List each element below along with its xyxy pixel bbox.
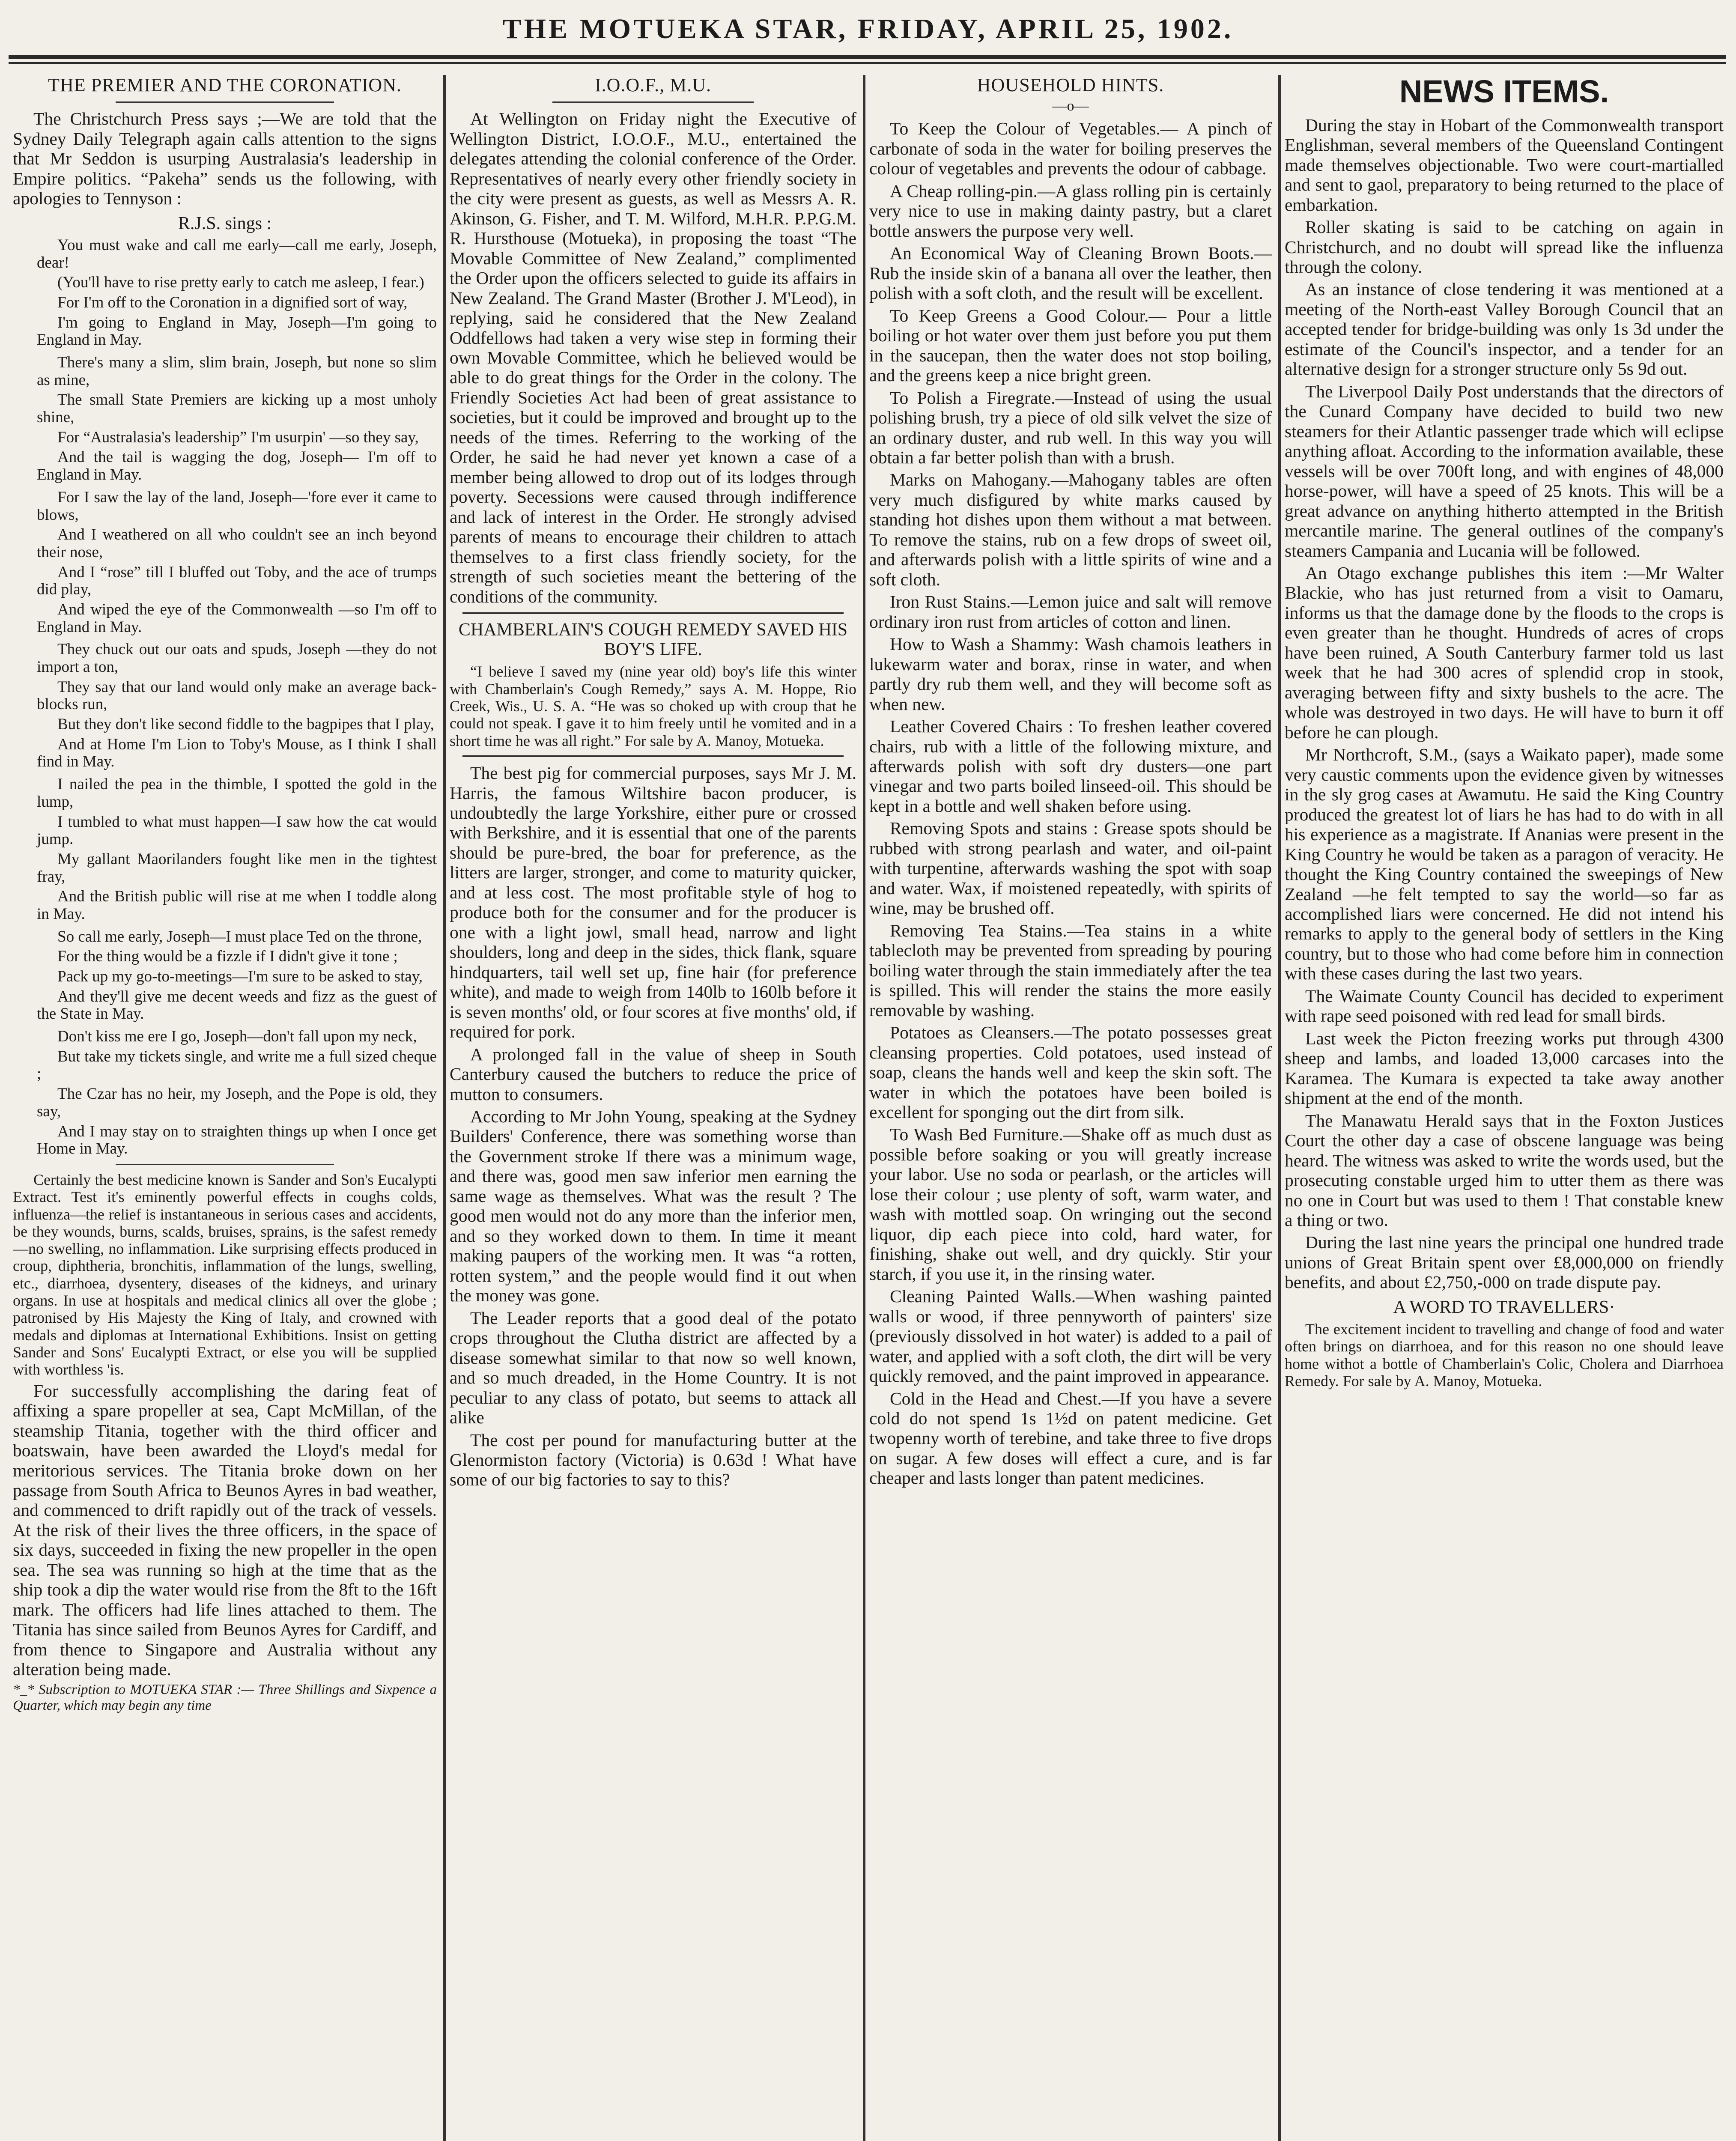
poem-line: You must wake and call me early—call me early, Joseph, dear! — [37, 236, 437, 271]
hint-item: Iron Rust Stains.—Lemon juice and salt will remove ordinary iron rust from articles of cotton and linen. — [869, 592, 1272, 632]
poem-line: And the British public will rise at me when I toddle along in May. — [37, 888, 437, 923]
hint-item: An Economical Way of Cleaning Brown Boots.—Rub the inside skin of a banana all over the leather, then polish with a soft cloth, and the result will be excellent. — [869, 243, 1272, 303]
news-item: As an instance of close tendering it was mentioned at a meeting of the North-east Valley Borough Council that an accepted tender for bridge-building was only 1s 3d under the estimate of the Council's inspector, and a tender for an alternative design for a stronger structure only 5s 9d out. — [1285, 279, 1724, 379]
column-rule — [443, 75, 446, 2141]
news-item: The Manawatu Herald says that in the Foxton Justices Court the other day a case of obscene language was being heard. The witness was asked to write the words used, but the prosecuting constable urged him to utter them as there was no one in Court but was used to them ! That constable knew a thing or two. — [1285, 1110, 1724, 1230]
hint-item: Removing Tea Stains.—Tea stains in a white tablecloth may be prevented from spreading by pouring boiling water through the stain immediately after the tea is spilled. This will render the stains the more easily removable by washing. — [869, 920, 1272, 1020]
masthead-rule — [9, 55, 1726, 59]
masthead-rule-thin — [9, 62, 1726, 64]
article-rule — [462, 755, 844, 757]
poem-line: Pack up my go-to-meetings—I'm sure to be asked to stay, — [57, 968, 423, 986]
travellers-heading: A WORD TO TRAVELLERS· — [1393, 1297, 1615, 1317]
propeller-article: For successfully accomplishing the daring feat of affixing a spare propeller at sea, Capt McMillan, of the steamship Titania, together with the third officer and boatswain, have been awarded the Lloyd's medal for meritorious services. The Titania broke down on her passage from South Africa to Beunos Ayres in bad weather, and commenced to drift rapidly out of the track of vessels. At the risk of their lives the three officers, in the space of six days, succeeded in fixing the new propeller in the open sea. The sea was running so high at the time that as the ship took a dip the water would rise from the 8ft to the 16ft mark. The officers had life lines attached to them. The Titania has since sailed from Beunos Ayres for Cardiff, and from thence to Singapore and Australia without any alteration being made. — [13, 1381, 437, 1679]
news-item: An Otago exchange publishes this item :—Mr Walter Blackie, who has just returned from a visit to Oamaru, informs us that the damage done by the floods to the crops is even greater than he thought. Hundreds of acres of crops have been ruined, A South Canterbury farmer told us last week that he had 300 acres of splendid crop in stook, averaging between fifty and sixty bushels to the acre. The whole was destroyed in two days. He will have to burn it off before he can plough. — [1285, 563, 1724, 742]
hint-item: Removing Spots and stains : Grease spots should be rubbed with strong pearlash and water, and oil-paint with turpentine, afterwards washing the spot with soap and water. Wax, if moistened repeatedly, with spirits of wine, may be brushed off. — [869, 818, 1272, 918]
hint-item: To Polish a Firegrate.—Instead of using the usual polishing brush, try a piece of old silk velvet the size of an ordinary duster, and rub well. In this way you will obtain a far better polish than with a brush. — [869, 388, 1272, 467]
column-3 — [869, 75, 1272, 2141]
heading-rule — [116, 101, 334, 103]
hint-item: Cold in the Head and Chest.—If you have a severe cold do not spend 1s 1½d on patent medicine. Get twopenny worth of terebine, and take three to five drops on sugar. A few doses will effect a cure, and is far cheaper and lasts longer than patent medicines. — [869, 1388, 1272, 1488]
poem-line: And I “rose” till I bluffed out Toby, and the ace of trumps did play, — [37, 563, 437, 599]
heading-divider: —o— — [1052, 98, 1089, 114]
poem-line: Don't kiss me ere I go, Joseph—don't fall upon my neck, — [57, 1028, 417, 1046]
premier-intro: The Christchurch Press says ;—We are told that the Sydney Daily Telegraph again calls attention to the signs that Mr Seddon is usurping Australasia's leadership in Empire politics. “Pakeha” sends us the following, with apologies to Tennyson : — [13, 109, 437, 209]
poem-line: And wiped the eye of the Commonwealth —so I'm off to England in May. — [37, 600, 437, 636]
news-item: The Liverpool Daily Post understands that the directors of the Cunard Company have decided to build two new steamers for their Atlantic passenger trade which will eclipse anything afloat. According to the information available, these vessels will be over 700ft long, and with engines of 48,000 horse-power, will have a speed of 25 knots. This will be a great advance on anything hitherto attempted in the British mercantile marine. The general outlines of the company's steamers Campania and Lucania will be followed. — [1285, 381, 1724, 561]
hint-item: To Keep Greens a Good Colour.— Pour a little boiling or hot water over them just before you put them in the saucepan, then the water does not stop boiling, and the greens keep a nice bright green. — [869, 305, 1272, 385]
hint-item: Cleaning Painted Walls.—When washing painted walls or wood, if three pennyworth of painters' size (previously dissolved in hot water) is added to a pail of water, and applied with a soft cloth, the dirt will be very quickly removed, and the paint improved in appearance. — [869, 1286, 1272, 1386]
poem-line: And they'll give me decent weeds and fizz as the guest of the State in May. — [37, 987, 437, 1023]
news-item: During the stay in Hobart of the Commonwealth transport Englishman, several members of the Queensland Contingent made themselves objectionable. Two were court-martialled and sent to gaol, preparatory to being returned to the place of embarkation. — [1285, 115, 1724, 215]
hint-item: Leather Covered Chairs : To freshen leather covered chairs, rub with a little of the following mixture, and afterwards polish with soft dry dusters—one part vinegar and two parts boiled linseed-oil. This should be kept in a bottle and well shaken before using. — [869, 716, 1272, 816]
ioof-article: At Wellington on Friday night the Executive of Wellington District, I.O.O.F., M.U., entertained the delegates attending the colonial conference of the Order. Representatives of nearly every other friendly society in the city were present as guests, as well as Messrs A. R. Akinson, G. Fisher, and T. M. Wilford, M.H.R. P.P.G.M. R. Hursthouse (Motueka), in proposing the toast “The Movable Committee of New Zealand,” complimented the Order upon the officers selected to guide its affairs in New Zealand. The Grand Master (Brother J. M'Leod), in replying, said he considered that the New Zealand Oddfellows had taken a very wise step in forming their own Movable Committee, which he believed would be able to do great things for the Order in the colony. The Friendly Societies Act had been of great assistance to societies, but it could be improved and brought up to the needs of the times. Referring to the working of the Order, he said he had never yet known a case of a member being allowed to drop out of its lodges through poverty. Secessions were caused through indifference and lack of interest in the Order. He strongly advised parents of means to encourage their children to attach themselves to a first class friendly society, for the strength of such societies meant the bettering of the conditions of the community. — [450, 109, 856, 606]
young-article: According to Mr John Young, speaking at the Sydney Builders' Conference, there was something worse than the Government stroke If there was a minimum wage, and there was, good men saw inferior men earning the same wage as themselves. What was the result ? The good men would not do any more than the inferior men, and so they worked down to them. In time it meant making paupers of the working men. It was “a rotten, rotten system,” and the people would find it out when the money was gone. — [450, 1106, 856, 1306]
column-2 — [450, 75, 856, 2141]
poem-line: My gallant Maorilanders fought like men in the tightest fray, — [37, 850, 437, 886]
poem-line: But take my tickets single, and write me a full sized cheque ; — [37, 1047, 437, 1083]
article-heading-household: HOUSEHOLD HINTS. — [977, 75, 1164, 95]
news-item: The Waimate County Council has decided to experiment with rape seed poisoned with red lead for small birds. — [1285, 986, 1724, 1026]
news-item: Last week the Picton freezing works put through 4300 sheep and lambs, and loaded 13,000 carcases into the Karamea. The Kumara is expected ta take away another shipment at the end of the month. — [1285, 1028, 1724, 1108]
poem-line: For the thing would be a fizzle if I didn't give it tone ; — [57, 948, 398, 966]
column-rule — [863, 75, 865, 2141]
poem-line: But they don't like second fiddle to the bagpipes that I play, — [57, 716, 434, 734]
article-rule — [462, 612, 844, 614]
subscription-note: *_* Subscription to MOTUEKA STAR :— Three Shillings and Sixpence a Quarter, which may begin any time — [13, 1682, 437, 1713]
pig-article: The best pig for commercial purposes, says Mr J. M. Harris, the famous Wiltshire bacon producer, is undoubtedly the large Yorkshire, either pure or crossed with Berkshire, and it is essential that one of the parents should be pure-bred, the boar for preference, as the litters are larger, stronger, and come to maturity quicker, and at less cost. The most profitable style of hog to produce both for the consumer and for the producer is one with a light jowl, small head, narrow and light shoulders, long and deep in the sides, thick flank, square hindquarters, tail well set up, fine hair (for preference white), and made to weigh from 140lb to 160lb before it is seven months' old, or four scores at five months' old, if required for pork. — [450, 763, 856, 1042]
heading-rule — [552, 101, 754, 103]
poem-stanza — [13, 1028, 437, 1158]
column-4 — [1285, 75, 1724, 2141]
poem-line: They chuck out our oats and spuds, Joseph —they do not import a ton, — [37, 641, 437, 676]
news-item: Roller skating is said to be catching on again in Christchurch, and no doubt will spread like the influenza through the colony. — [1285, 217, 1724, 277]
cough-remedy-heading: CHAMBERLAIN'S COUGH REMEDY SAVED HIS BOY'S LIFE. — [458, 620, 848, 660]
poem-stanza — [13, 641, 437, 771]
masthead-title: THE MOTUEKA STAR, FRIDAY, APRIL 25, 1902. — [502, 13, 1234, 45]
column-1 — [13, 75, 437, 2141]
poem-line: The Czar has no heir, my Joseph, and the Pope is old, they say, — [37, 1085, 437, 1120]
poem-line: They say that our land would only make an average back-blocks run, — [37, 678, 437, 713]
hint-item: A Cheap rolling-pin.—A glass rolling pin is certainly very nice to use in making dainty pastry, but a claret bottle answers the purpose very well. — [869, 181, 1272, 241]
news-item: Mr Northcroft, S.M., (says a Waikato paper), made some very caustic comments upon the evidence given by witnesses in the sly grog cases at Awamutu. He said the King Country produced the greatest lot of liars he has had to do with in all his experience as a magistrate. If Ananias were present in the King Country he would be taken as a paragon of veracity. He thought the King Country contained the sweepings of New Zealand —he felt tempted to say the world—so far as accomplished liars were concerned. He did not intend his remarks to apply to the general body of settlers in the King country, but to those who had come before him in connection with these cases during the last two years. — [1285, 745, 1724, 984]
hint-item: Potatoes as Cleansers.—The potato possesses great cleansing properties. Cold potatoes, used instead of soap, cleans the hands well and keep the skin soft. The water in which the potatoes have been boiled is excellent for sponging out the dirt from silk. — [869, 1023, 1272, 1122]
hint-item: How to Wash a Shammy: Wash chamois leathers in lukewarm water and borax, rinse in water, and when partly dry rub them well, and they will become soft as when new. — [869, 634, 1272, 714]
butter-article: The cost per pound for manufacturing butter at the Glenormiston factory (Victoria) is 0.63d ! What have some of our big factories to say to this? — [450, 1430, 856, 1490]
poem-line: The small State Premiers are kicking up a most unholy shine, — [37, 391, 437, 426]
poem-byline: R.J.S. sings : — [178, 213, 272, 233]
poem-stanza — [13, 928, 437, 1023]
poem-line: For I saw the lay of the land, Joseph—'fore ever it came to blows, — [37, 488, 437, 524]
hint-item: To Wash Bed Furniture.—Shake off as much dust as possible before soaking or you will greatly increase your labor. Use no soda or pearlash, or the articles will lose their colour ; use plenty of soft, warm water, and wash with mottled soap. On wringing out the second liquor, dip each piece into cold, hard water, for finishing, shake out well, and dry quickly. Stir your starch, if you use it, in the rinsing water. — [869, 1124, 1272, 1284]
poem-line: I tumbled to what must happen—I saw how the cat would jump. — [37, 813, 437, 848]
hint-item: To Keep the Colour of Vegetables.— A pinch of carbonate of soda in the water for boiling preserves the colour of vegetables and prevents the odour of cabbage. — [869, 119, 1272, 179]
poem-stanza — [13, 237, 437, 349]
masthead — [0, 13, 1736, 60]
poem-line: (You'll have to rise pretty early to catch me asleep, I fear.) — [57, 274, 424, 292]
poem-line: For “Australasia's leadership” I'm usurpin' —so they say, — [57, 428, 419, 446]
eucalypti-advert: Certainly the best medicine known is Sander and Son's Eucalypti Extract. Test it's eminently powerful effects in coughs colds, influenza—the relief is instantaneous in serious cases and accidents, be they wounds, burns, scalds, bruises, sprains, is the safest remedy—no swelling, no inflammation. Like surprising effects produced in croup, diphtheria, bronchitis, inflammation of the lungs, swelling, etc., diarrhoea, dysentery, diseases of the kidneys, and urinary organs. In use at hospitals and medical clinics all over the globe ; patronised by His Majesty the King of Italy, and crowned with medals and diplomas at International Exhibitions. Insist on getting Sander and Sons' Eucalypti Extract, or else you will be supplied with worthless 'is. — [13, 1171, 437, 1378]
travellers-advert: The excitement incident to travelling and change of food and water often brings on diarrhoea, and for this reason no one should leave home withot a bottle of Chamberlain's Colic, Cholera and Diarrhoea Remedy. For sale by A. Manoy, Motueka. — [1285, 1321, 1724, 1390]
poem-line: I'm going to England in May, Joseph—I'm going to England in May. — [37, 313, 437, 349]
news-item: During the last nine years the principal one hundred trade unions of Great Britain spent over £8,000,000 on friendly benefits, and about £2,750,-000 on trade dispute pay. — [1285, 1232, 1724, 1292]
poem-line: There's many a slim, slim brain, Joseph, but none so slim as mine, — [37, 354, 437, 389]
article-heading-premier: THE PREMIER AND THE CORONATION. — [48, 75, 402, 95]
poem-line: I nailed the pea in the thimble, I spotted the gold in the lump, — [37, 775, 437, 811]
cough-remedy-advert: “I believe I saved my (nine year old) boy's life this winter with Chamberlain's Cough Remedy,” says A. M. Hoppe, Rio Creek, Wis., U. S. A. “He was so choked up with croup that he could not speak. I gave it to him freely until he vomited and in a short time he was all right.” For sale by A. Manoy, Motueka. — [450, 663, 856, 749]
potato-article: The Leader reports that a good deal of the potato crops throughout the Clutha district are affected by a disease somewhat similar to that now so well known, and so much dreaded, in the Home Country. It is not peculiar to any class of potato, but seems to attack all alike — [450, 1308, 856, 1428]
article-heading-news: NEWS ITEMS. — [1399, 75, 1609, 109]
article-heading-ioof: I.O.O.F., M.U. — [594, 75, 712, 95]
hint-item: Marks on Mahogany.—Mahogany tables are often very much disfigured by white marks caused by standing hot dishes upon them without a mat between. To remove the stains, rub on a few drops of sweet oil, and afterwards polish with a little spirits of wine and a soft cloth. — [869, 470, 1272, 589]
article-rule — [116, 1164, 334, 1165]
poem-stanza — [13, 776, 437, 923]
poem-line: So call me early, Joseph—I must place Ted on the throne, — [57, 927, 422, 945]
poem-stanza — [13, 354, 437, 484]
poem-line: And the tail is wagging the dog, Joseph— I'm off to England in May. — [37, 448, 437, 484]
poem-line: And at Home I'm Lion to Toby's Mouse, as I think I shall find in May. — [37, 735, 437, 771]
sheep-article: A prolonged fall in the value of sheep in South Canterbury caused the butchers to reduce the price of mutton to consumers. — [450, 1044, 856, 1104]
poem-line: And I weathered on all who couldn't see an inch beyond their nose, — [37, 526, 437, 561]
poem-line: And I may stay on to straighten things up when I once get Home in May. — [37, 1122, 437, 1158]
poem-line: For I'm off to the Coronation in a dignified sort of way, — [57, 293, 408, 311]
poem-stanza — [13, 489, 437, 636]
poem — [13, 237, 437, 1158]
column-rule — [1278, 75, 1281, 2141]
